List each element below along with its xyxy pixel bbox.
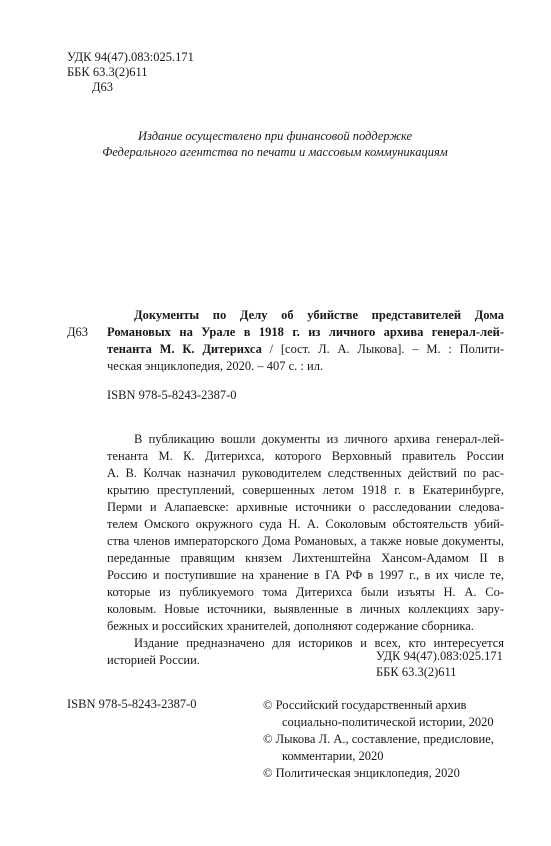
support-line-1: Издание осуществлено при финансовой поддержке [137,129,413,143]
top-classification-codes [67,50,194,95]
copyright-publisher: © Политическая энциклопедия, 2020 [263,766,460,780]
udk-code-bottom: УДК 94(47).083:025.171 [376,649,503,663]
abstract-line: переданные правящим князем Лихтенштейна Хансом-Адамом II в [107,551,504,565]
bbk-code-bottom: ББК 63.3(2)611 [376,665,457,679]
copyright-compiler: © Лыкова Л. А., составление, предисловие, [263,732,494,746]
abstract-line: ства членов императорского Дома Романовых, а также новые документы, [107,534,504,548]
abstract-line: Россию и поступившие на хранение в ГА РФ в 1997 г., в их числе те, [107,568,504,582]
copyright-archive: © Российский государственный архив [263,698,467,712]
abstract-line: В публикацию вошли документы из личного архива генерал-лей- [134,432,504,446]
abstract-line: которые из публикуемого тома Дитерихса были изъяты Н. А. Со- [107,585,504,599]
bottom-classification-codes [376,648,503,680]
audience-line: историей России. [107,653,200,667]
abstract-line: тенанта М. К. Дитерихса, которого Верховный правитель России [107,449,504,463]
catalog-title-line-1: Документы по Делу об убийстве представителей Дома [134,308,504,322]
copyright-archive-cont: социально-политической истории, 2020 [282,715,494,729]
udk-code: УДК 94(47).083:025.171 [67,50,194,64]
abstract-line: телем Омского окружного суда Н. А. Соколовым обстоятельств убий- [107,517,504,531]
copyright-block [263,697,494,782]
support-line-2: Федерального агентства по печати и массовым коммуникациям [102,145,448,159]
catalog-title-bold-tail: тенанта М. К. Дитерихса [107,342,262,356]
bbk-code: ББК 63.3(2)611 [67,65,148,79]
catalog-publisher-line: ческая энциклопедия, 2020. – 407 с. : ил. [107,359,324,373]
abstract [107,431,504,669]
author-mark: Д63 [92,80,114,94]
catalog-title-line-2: Романовых на Урале в 1918 г. из личного архива генерал-лей- [107,325,504,339]
catalog-title-line-3 [107,341,504,358]
abstract-line: Перми и Алапаевске: архивные источники о расследовании следова- [107,500,504,514]
catalog-compiler: / [сост. Л. А. Лыкова]. – М. : Полити- [261,342,504,356]
catalog-entry [107,307,504,375]
catalog-author-mark: Д63 [67,325,89,339]
abstract-line: бежных и российских хранителей, дополняют содержание сборника. [107,619,474,633]
abstract-line: коловым. Новые источники, выявленные в личных коллекциях зару- [107,602,504,616]
funding-support-note [60,128,490,160]
abstract-line: крытию преступлений, совершенных летом 1918 г. в Екатеринбурге, [107,483,504,497]
audience-line: Издание предназначено для историков и всех, кто интересуется [134,636,504,650]
abstract-line: А. В. Колчак назначил руководителем следственных действий по рас- [107,466,504,480]
catalog-isbn: ISBN 978-5-8243-2387-0 [107,388,237,402]
isbn-bottom: ISBN 978-5-8243-2387-0 [67,697,197,711]
copyright-compiler-cont: комментарии, 2020 [282,749,384,763]
